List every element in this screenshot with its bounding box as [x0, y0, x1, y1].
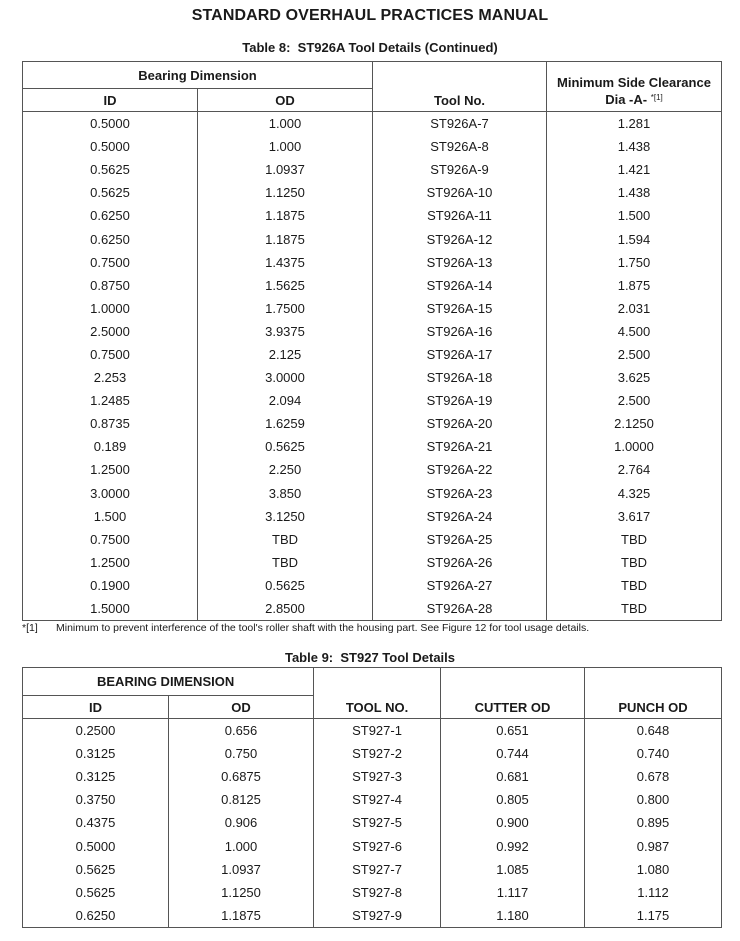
min-side-clearance-cell: TBD: [547, 574, 722, 597]
table-8-caption-text: ST926A Tool Details (Continued): [297, 40, 498, 55]
id-cell: 0.7500: [23, 251, 198, 274]
table-8-body: [23, 112, 722, 621]
table-row: [23, 158, 722, 181]
id-cell: 0.8750: [23, 274, 198, 297]
table-9-caption-text: ST927 Tool Details: [340, 650, 456, 665]
tool-no-cell: ST926A-17: [373, 343, 547, 366]
id-cell: 2.253: [23, 366, 198, 389]
od-cell: 1.1250: [169, 881, 314, 904]
table-row: [23, 389, 722, 412]
table-row: [23, 858, 722, 881]
tool-no-cell: ST927-8: [314, 881, 441, 904]
tool-no-cell: ST926A-21: [373, 435, 547, 458]
id-cell: 0.2500: [23, 719, 169, 743]
footnote-mark: *[1]: [22, 622, 38, 634]
cutter-od-cell: 0.744: [441, 742, 585, 765]
punch-od-cell: 0.895: [585, 811, 722, 834]
od-cell: 1.1875: [198, 227, 373, 250]
id-cell: 0.5625: [23, 158, 198, 181]
id-cell: 0.3125: [23, 765, 169, 788]
od-cell: 1.1875: [198, 204, 373, 227]
id-cell: 0.5625: [23, 858, 169, 881]
table-row: [23, 788, 722, 811]
od-cell: 3.9375: [198, 320, 373, 343]
min-side-clearance-cell: 1.421: [547, 158, 722, 181]
id-cell: 0.4375: [23, 811, 169, 834]
punch-od-cell: 1.080: [585, 858, 722, 881]
od-cell: 1.6259: [198, 412, 373, 435]
id-cell: 1.2485: [23, 389, 198, 412]
tool-no-cell: ST926A-23: [373, 482, 547, 505]
table-row: [23, 528, 722, 551]
min-side-clearance-cell: 1.438: [547, 181, 722, 204]
punch-od-cell: 0.800: [585, 788, 722, 811]
od-header: OD: [198, 89, 373, 112]
min-side-clearance-cell: 1.875: [547, 274, 722, 297]
min-side-clearance-label: Minimum Side Clearance: [557, 75, 711, 90]
table-8-footnote: [22, 622, 589, 634]
page-title: STANDARD OVERHAUL PRACTICES MANUAL: [191, 7, 549, 24]
id-cell: 3.0000: [23, 482, 198, 505]
table-row: [23, 765, 722, 788]
punch-od-header: PUNCH OD: [585, 668, 722, 719]
table-9-caption-label: Table 9:: [284, 650, 334, 665]
od-cell: 1.1875: [169, 904, 314, 928]
punch-od-cell: 0.740: [585, 742, 722, 765]
od-cell: 0.656: [169, 719, 314, 743]
table-row: [23, 811, 722, 834]
table-row: [23, 204, 722, 227]
tool-no-cell: ST926A-13: [373, 251, 547, 274]
id-header: ID: [23, 89, 198, 112]
punch-od-cell: 1.112: [585, 881, 722, 904]
id-cell: 1.2500: [23, 458, 198, 481]
tool-no-cell: ST926A-22: [373, 458, 547, 481]
footnote-text: Minimum to prevent interference of the tool's roller shaft with the housing part. See Figure 12 for tool usage details.: [56, 622, 590, 634]
tool-no-cell: ST926A-19: [373, 389, 547, 412]
min-side-clearance-header: [547, 62, 722, 112]
table-row: [23, 435, 722, 458]
tool-no-cell: ST926A-9: [373, 158, 547, 181]
id-cell: 0.7500: [23, 528, 198, 551]
od-cell: 2.125: [198, 343, 373, 366]
dia-a-label: Dia -A-: [605, 92, 648, 107]
table-row: [23, 297, 722, 320]
id-cell: 0.5000: [23, 135, 198, 158]
table-9-caption: [0, 650, 740, 665]
od-cell: 3.850: [198, 482, 373, 505]
min-side-clearance-cell: 3.625: [547, 366, 722, 389]
min-side-clearance-cell: 1.281: [547, 112, 722, 136]
id-cell: 2.5000: [23, 320, 198, 343]
table-row: [23, 551, 722, 574]
od-cell: 0.906: [169, 811, 314, 834]
tool-no-cell: ST926A-16: [373, 320, 547, 343]
od-cell: 1.7500: [198, 297, 373, 320]
tool-no-cell: ST927-4: [314, 788, 441, 811]
id-cell: 0.1900: [23, 574, 198, 597]
od-cell: 1.000: [198, 135, 373, 158]
cutter-od-cell: 0.992: [441, 834, 585, 857]
id-cell: 0.5625: [23, 881, 169, 904]
table-row: [23, 135, 722, 158]
table-row: [23, 881, 722, 904]
tool-no-cell: ST926A-18: [373, 366, 547, 389]
min-side-clearance-cell: 2.500: [547, 343, 722, 366]
table-8-caption: [0, 40, 740, 55]
od-cell: 0.5625: [198, 574, 373, 597]
id-cell: 0.8735: [23, 412, 198, 435]
tool-no-cell: ST926A-8: [373, 135, 547, 158]
tool-no-cell: ST926A-26: [373, 551, 547, 574]
cutter-od-cell: 1.180: [441, 904, 585, 928]
table-row: [23, 742, 722, 765]
min-side-clearance-cell: 2.500: [547, 389, 722, 412]
od-cell: 1.1250: [198, 181, 373, 204]
tool-no-header: TOOL NO.: [314, 668, 441, 719]
id-cell: 0.5625: [23, 181, 198, 204]
cutter-od-header: CUTTER OD: [441, 668, 585, 719]
table-9-body: [23, 719, 722, 928]
od-cell: 1.0937: [198, 158, 373, 181]
tool-no-cell: ST926A-15: [373, 297, 547, 320]
id-cell: 0.189: [23, 435, 198, 458]
tool-no-cell: ST926A-12: [373, 227, 547, 250]
tool-no-cell: ST926A-28: [373, 597, 547, 621]
tool-no-cell: ST926A-27: [373, 574, 547, 597]
od-cell: 3.1250: [198, 505, 373, 528]
table-row: [23, 112, 722, 136]
table-row: [23, 343, 722, 366]
punch-od-cell: 1.175: [585, 904, 722, 928]
table-row: [23, 574, 722, 597]
od-cell: 1.000: [169, 834, 314, 857]
id-cell: 1.500: [23, 505, 198, 528]
tool-no-header: Tool No.: [373, 62, 547, 112]
table-row: [23, 505, 722, 528]
punch-od-cell: 0.987: [585, 834, 722, 857]
min-side-clearance-cell: 1.0000: [547, 435, 722, 458]
od-cell: 1.000: [198, 112, 373, 136]
od-header: OD: [169, 696, 314, 719]
od-cell: TBD: [198, 528, 373, 551]
bearing-dimension-header: BEARING DIMENSION: [23, 668, 314, 696]
min-side-clearance-cell: 1.438: [547, 135, 722, 158]
id-cell: 0.5000: [23, 112, 198, 136]
od-cell: 0.8125: [169, 788, 314, 811]
id-cell: 0.6250: [23, 904, 169, 928]
id-cell: 1.2500: [23, 551, 198, 574]
cutter-od-cell: 0.651: [441, 719, 585, 743]
min-side-clearance-cell: 4.500: [547, 320, 722, 343]
od-cell: 0.750: [169, 742, 314, 765]
table-row: [23, 181, 722, 204]
od-cell: 3.0000: [198, 366, 373, 389]
cutter-od-cell: 1.085: [441, 858, 585, 881]
table-row: [23, 597, 722, 621]
od-cell: 1.0937: [169, 858, 314, 881]
tool-no-cell: ST927-7: [314, 858, 441, 881]
id-cell: 0.7500: [23, 343, 198, 366]
min-side-clearance-cell: 2.1250: [547, 412, 722, 435]
tool-no-cell: ST927-9: [314, 904, 441, 928]
od-cell: TBD: [198, 551, 373, 574]
min-side-clearance-cell: TBD: [547, 597, 722, 621]
table-row: [23, 366, 722, 389]
tool-no-cell: ST926A-7: [373, 112, 547, 136]
id-cell: 1.0000: [23, 297, 198, 320]
tool-no-cell: ST926A-10: [373, 181, 547, 204]
cutter-od-cell: 0.681: [441, 765, 585, 788]
min-side-clearance-cell: TBD: [547, 528, 722, 551]
tool-no-cell: ST926A-24: [373, 505, 547, 528]
id-cell: 0.3125: [23, 742, 169, 765]
tool-no-cell: ST926A-20: [373, 412, 547, 435]
min-side-clearance-cell: TBD: [547, 551, 722, 574]
tool-no-cell: ST927-2: [314, 742, 441, 765]
table-8: [22, 61, 722, 621]
cutter-od-cell: 0.900: [441, 811, 585, 834]
table-row: [23, 719, 722, 743]
cutter-od-cell: 0.805: [441, 788, 585, 811]
tool-no-cell: ST926A-25: [373, 528, 547, 551]
table-row: [23, 904, 722, 928]
table-row: [23, 274, 722, 297]
od-cell: 0.5625: [198, 435, 373, 458]
table-row: [23, 320, 722, 343]
tool-no-cell: ST927-1: [314, 719, 441, 743]
table-row: [23, 227, 722, 250]
table-row: [23, 251, 722, 274]
min-side-clearance-cell: 2.764: [547, 458, 722, 481]
bearing-dimension-header: Bearing Dimension: [23, 62, 373, 89]
od-cell: 0.6875: [169, 765, 314, 788]
od-cell: 2.094: [198, 389, 373, 412]
table-row: [23, 458, 722, 481]
min-side-clearance-cell: 1.750: [547, 251, 722, 274]
tool-no-cell: ST927-3: [314, 765, 441, 788]
tool-no-cell: ST927-6: [314, 834, 441, 857]
id-cell: 0.6250: [23, 227, 198, 250]
table-8-caption-label: Table 8:: [242, 40, 291, 55]
min-side-clearance-cell: 4.325: [547, 482, 722, 505]
id-cell: 0.6250: [23, 204, 198, 227]
tool-no-cell: ST927-5: [314, 811, 441, 834]
id-cell: 1.5000: [23, 597, 198, 621]
min-side-clearance-cell: 1.500: [547, 204, 722, 227]
cutter-od-cell: 1.117: [441, 881, 585, 904]
od-cell: 1.4375: [198, 251, 373, 274]
min-side-clearance-cell: 3.617: [547, 505, 722, 528]
punch-od-cell: 0.648: [585, 719, 722, 743]
od-cell: 2.250: [198, 458, 373, 481]
table-row: [23, 834, 722, 857]
table-9: [22, 667, 722, 928]
min-side-clearance-cell: 1.594: [547, 227, 722, 250]
table-row: [23, 412, 722, 435]
id-cell: 0.3750: [23, 788, 169, 811]
tool-no-cell: ST926A-14: [373, 274, 547, 297]
id-header: ID: [23, 696, 169, 719]
footnote-ref: *[1]: [650, 93, 663, 102]
punch-od-cell: 0.678: [585, 765, 722, 788]
tool-no-cell: ST926A-11: [373, 204, 547, 227]
min-side-clearance-cell: 2.031: [547, 297, 722, 320]
table-row: [23, 482, 722, 505]
od-cell: 1.5625: [198, 274, 373, 297]
od-cell: 2.8500: [198, 597, 373, 621]
id-cell: 0.5000: [23, 834, 169, 857]
